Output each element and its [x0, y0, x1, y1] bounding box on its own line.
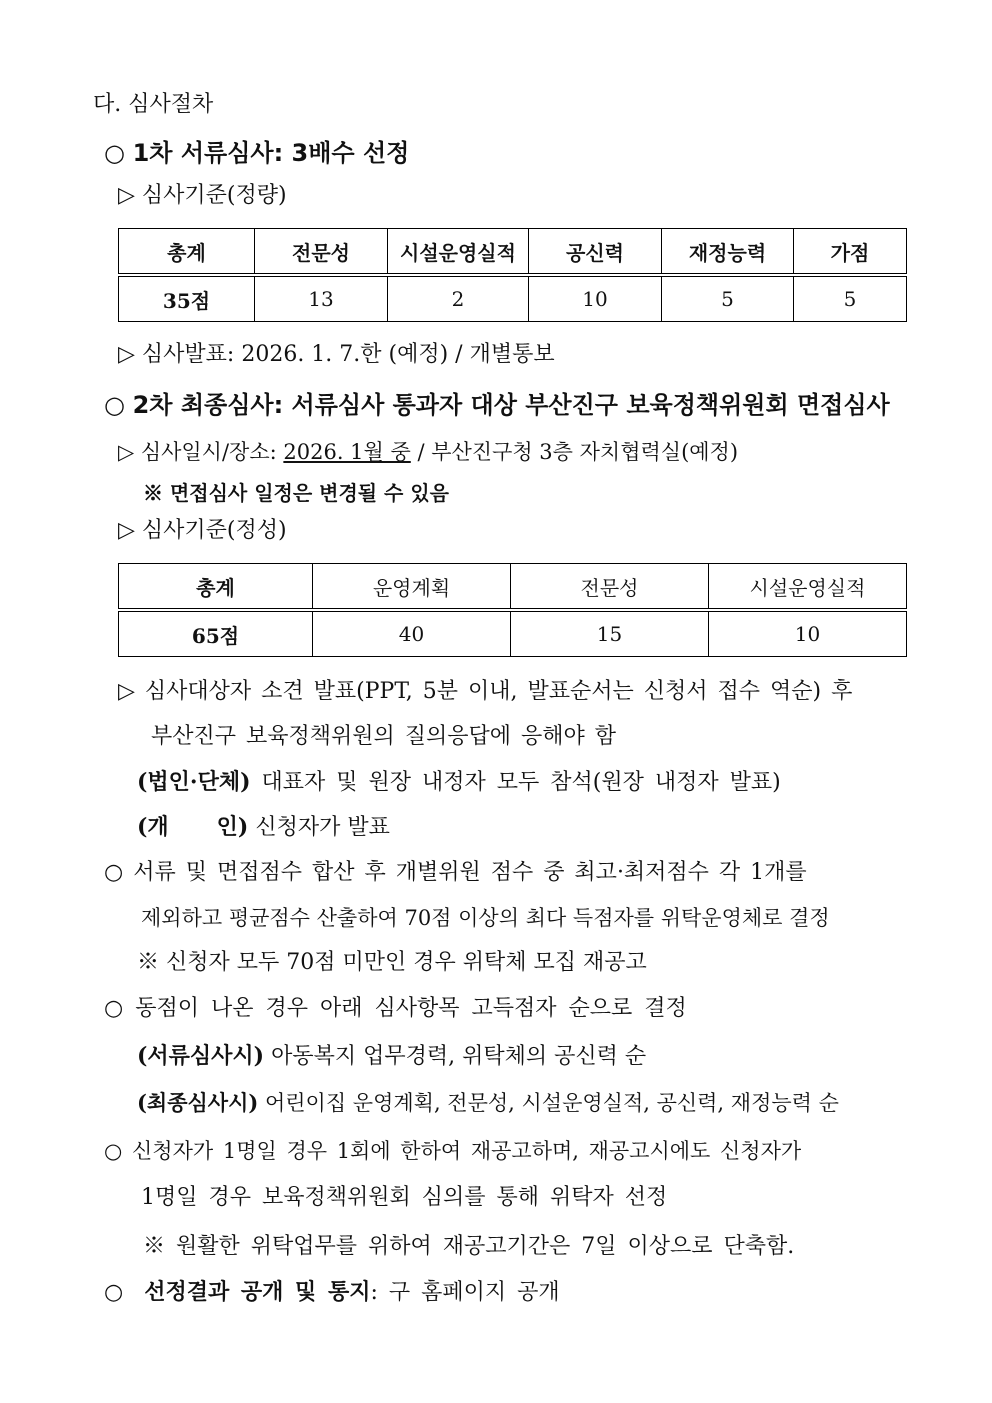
tie-text: 동점이 나온 경우 아래 심사항목 고득점자 순으로 결정 — [135, 996, 687, 1021]
corp-text: 대표자 및 원장 내정자 모두 참석(원장 내정자 발표) — [250, 770, 781, 795]
table-cell: 35점 — [119, 275, 255, 322]
single-note: ※ 원활한 위탁업무를 위하여 재공고기간은 7일 이상으로 단축함. — [143, 1234, 795, 1259]
table-header: 재정능력 — [662, 229, 794, 276]
decision-line-1 — [104, 858, 807, 888]
table-cell: 5 — [794, 275, 907, 322]
tie-doc-line — [137, 1041, 646, 1072]
table-cell: 10 — [529, 275, 662, 322]
schedule-prefix: ▷ 심사일시/장소: — [118, 440, 284, 464]
table-cell: 40 — [313, 610, 511, 657]
table-header: 총계 — [119, 564, 313, 611]
result-line — [104, 1277, 560, 1308]
bullet-circle: ○ — [104, 391, 125, 419]
corp-line — [137, 767, 781, 798]
result-text: : 구 홈페이지 공개 — [370, 1280, 560, 1305]
tie-final-text: 어린이집 운영계획, 전문성, 시설운영실적, 공신력, 재정능력 순 — [258, 1091, 839, 1115]
table-header: 운영계획 — [313, 564, 511, 611]
tie-final-label: (최종심사시) — [137, 1090, 259, 1115]
table-cell: 10 — [709, 610, 907, 657]
first-criteria-table — [118, 228, 907, 322]
first-criteria-label: ▷ 심사기준(정량) — [118, 183, 287, 208]
table-cell: 13 — [255, 275, 388, 322]
table-cell: 65점 — [119, 610, 313, 657]
section-title: 다. 심사절차 — [93, 92, 214, 117]
table-header: 총계 — [119, 229, 255, 276]
second-schedule — [118, 437, 738, 467]
bullet-circle: ○ — [104, 860, 124, 885]
indiv-line — [137, 812, 390, 843]
decision-note: ※ 신청자 모두 70점 미만인 경우 위탁체 모집 재공고 — [137, 950, 647, 975]
second-schedule-note: ※ 면접심사 일정은 변경될 수 있음 — [143, 481, 449, 505]
bullet-circle: ○ — [104, 1280, 124, 1305]
corp-label: (법인·단체) — [137, 769, 251, 795]
first-announce: ▷ 심사발표: 2026. 1. 7.한 (예정) / 개별통보 — [118, 342, 555, 367]
table-cell: 2 — [388, 275, 529, 322]
table-header: 시설운영실적 — [709, 564, 907, 611]
second-review-heading-rest: : 서류심사 통과자 대상 부산진구 보육정책위원회 면접심사 — [273, 391, 890, 419]
second-review-heading: 2차 최종심사 — [132, 391, 274, 419]
presentation-line-1: ▷ 심사대상자 소견 발표(PPT, 5분 이내, 발표순서는 신청서 접수 역순) 후 — [118, 679, 853, 704]
tie-doc-label: (서류심사시) — [137, 1043, 265, 1069]
schedule-rest: / 부산진구청 3층 자치협력실(예정) — [410, 440, 739, 464]
first-review-heading-line — [104, 138, 409, 168]
bullet-circle: ○ — [104, 996, 124, 1021]
bullet-circle: ○ — [104, 1139, 123, 1163]
indiv-text: 신청자가 발표 — [248, 815, 390, 840]
second-criteria-table — [118, 563, 907, 657]
bullet-circle: ○ — [104, 139, 125, 167]
table-header: 전문성 — [511, 564, 709, 611]
decision-line-2: 제외하고 평균점수 산출하여 70점 이상의 최다 득점자를 위탁운영체로 결정 — [141, 906, 830, 930]
single-line-2: 1명일 경우 보육정책위원회 심의를 통해 위탁자 선정 — [141, 1185, 668, 1210]
second-review-heading-line — [104, 390, 890, 420]
presentation-line-2: 부산진구 보육정책위원의 질의응답에 응해야 함 — [151, 724, 617, 749]
result-label: 선정결과 공개 및 통지 — [144, 1279, 371, 1305]
tie-doc-text: 아동복지 업무경력, 위탁체의 공신력 순 — [264, 1044, 647, 1069]
first-review-heading: 1차 서류심사: 3배수 선정 — [132, 139, 410, 167]
table-cell: 15 — [511, 610, 709, 657]
single-text-1: 신청자가 1명일 경우 1회에 한하여 재공고하며, 재공고시에도 신청자가 — [132, 1139, 802, 1163]
second-criteria-label: ▷ 심사기준(정성) — [118, 518, 287, 543]
single-line-1 — [104, 1136, 801, 1166]
tie-final-line — [137, 1088, 839, 1118]
table-header: 공신력 — [529, 229, 662, 276]
indiv-label-b: 인) — [216, 814, 249, 840]
indiv-label-a: (개 — [137, 814, 169, 840]
table-header: 시설운영실적 — [388, 229, 529, 276]
tie-line — [104, 994, 687, 1024]
table-cell: 5 — [662, 275, 794, 322]
decision-text-1: 서류 및 면접점수 합산 후 개별위원 점수 중 최고·최저점수 각 1개를 — [133, 860, 807, 885]
table-header: 가점 — [794, 229, 907, 276]
schedule-date: 2026. 1월 중 — [283, 440, 411, 464]
table-header: 전문성 — [255, 229, 388, 276]
